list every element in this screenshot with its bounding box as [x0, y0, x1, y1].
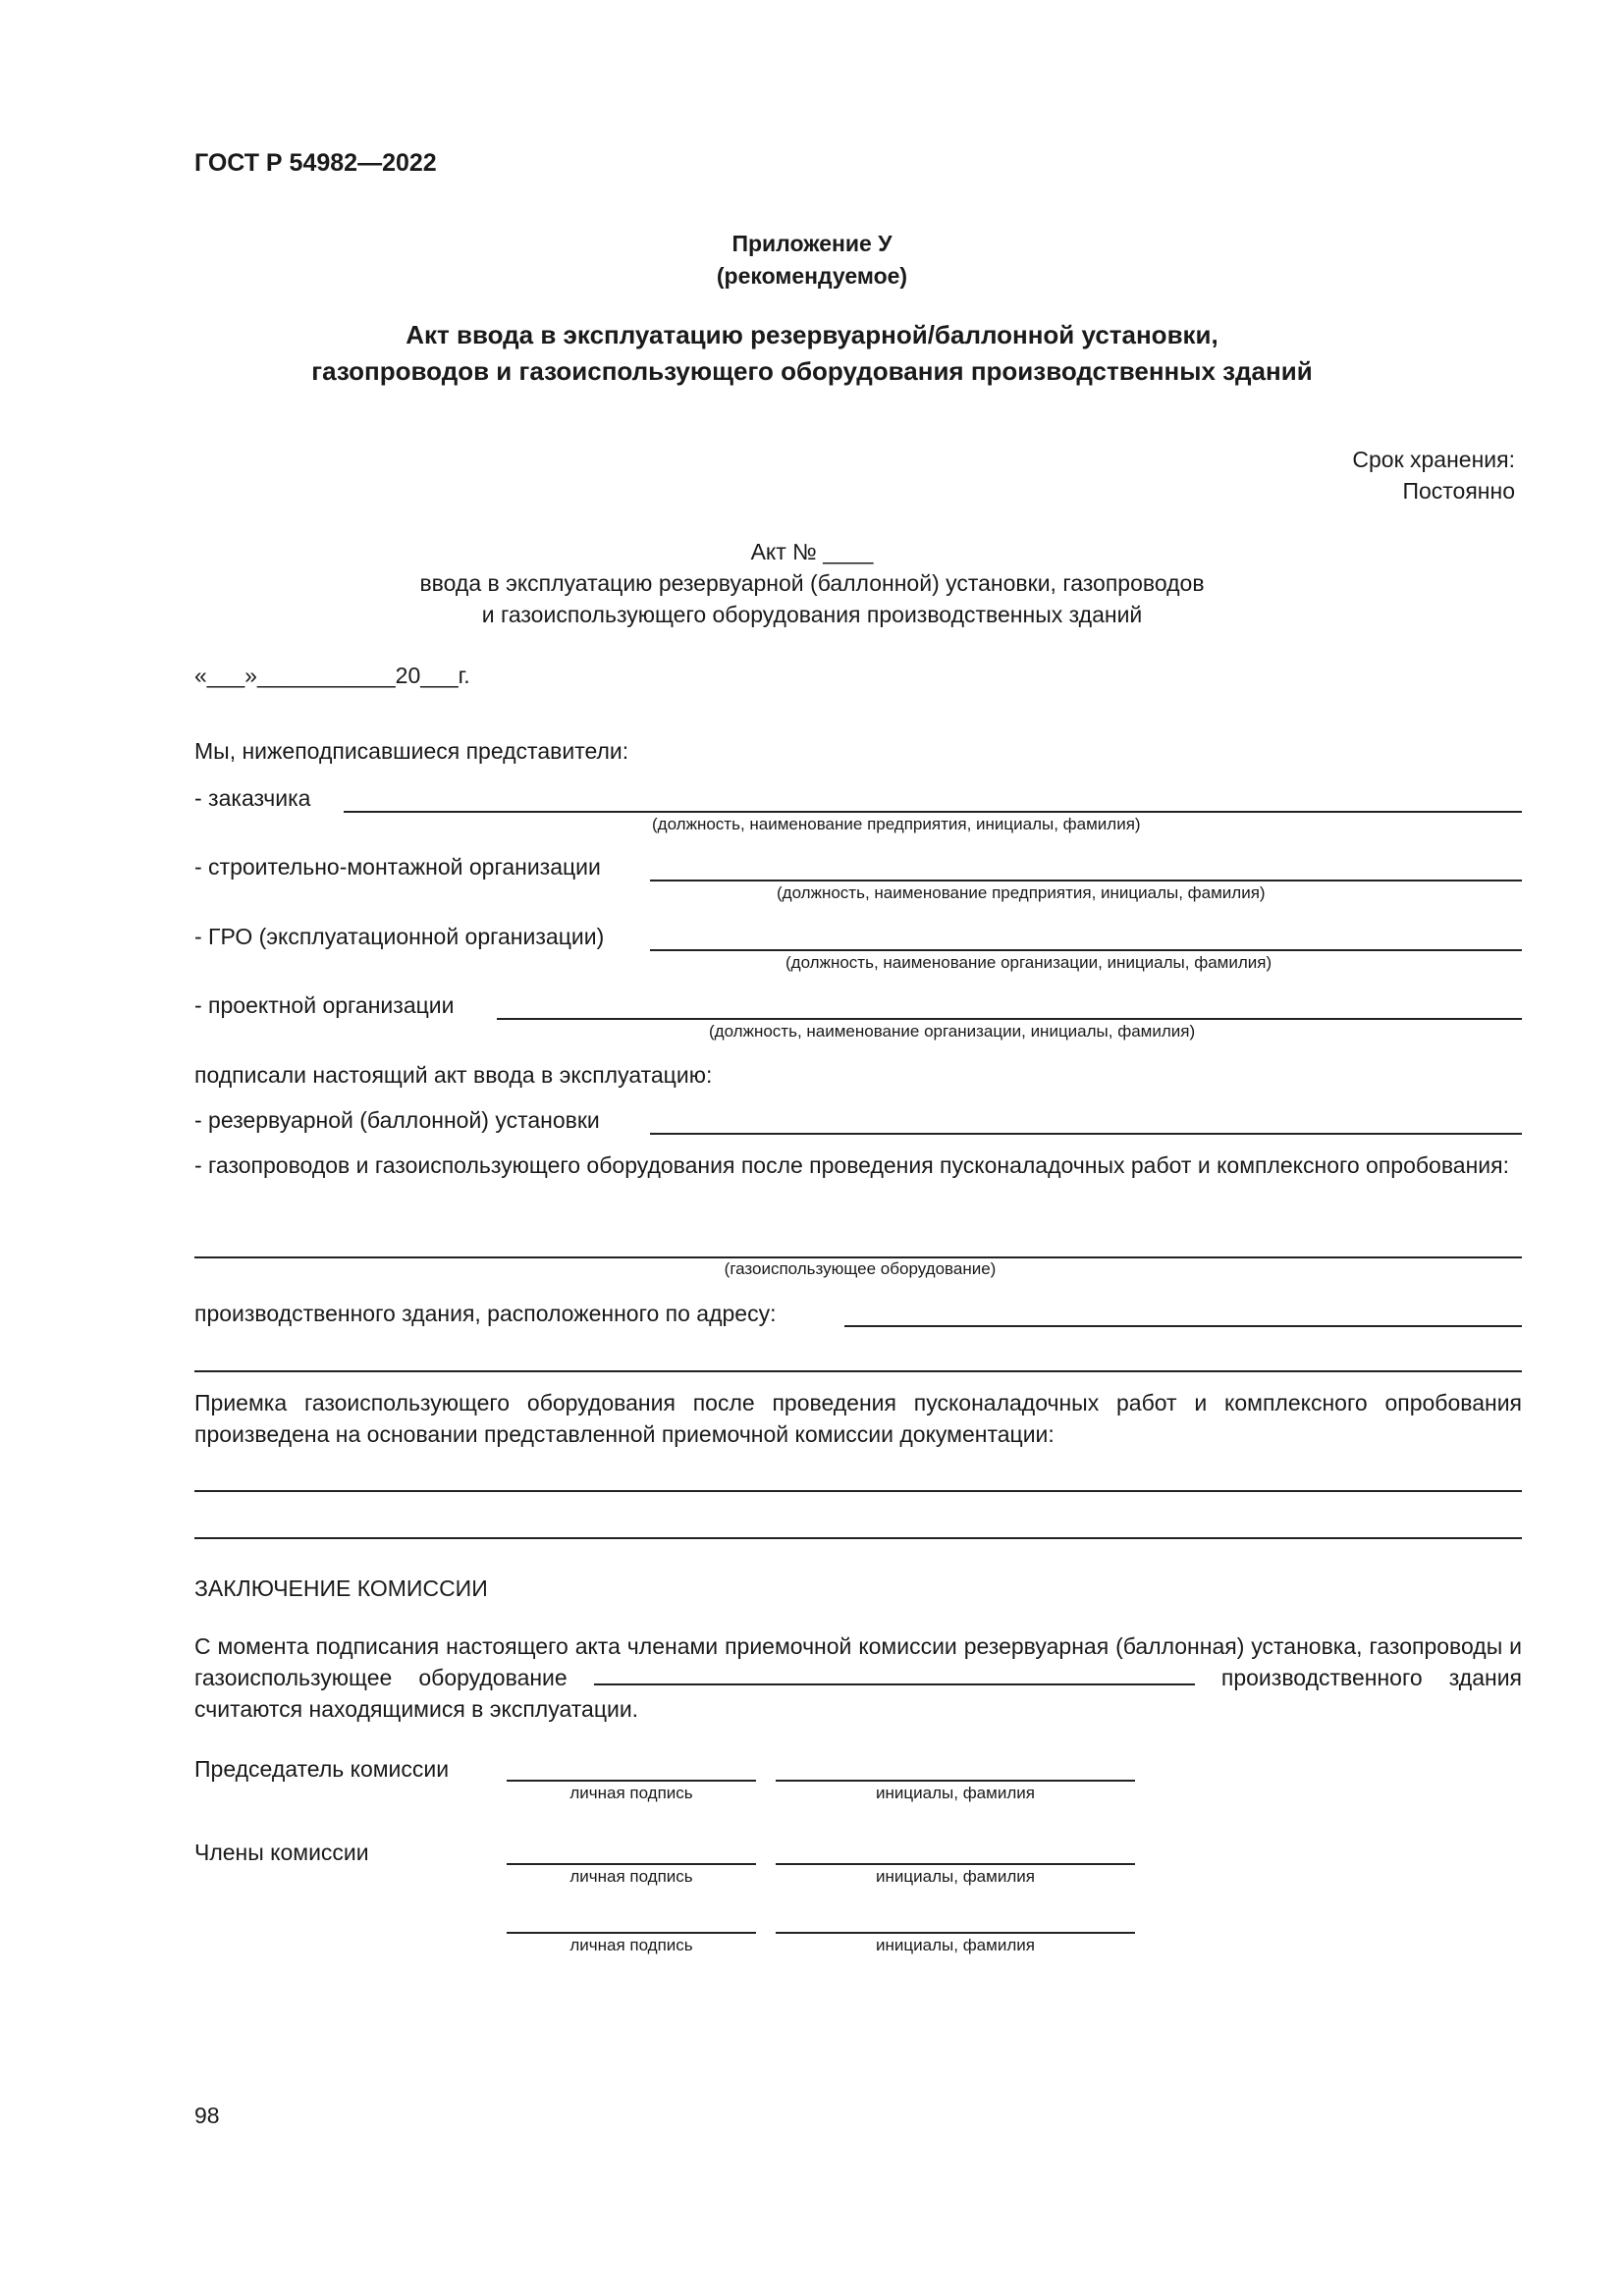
appendix-heading [0, 228, 1624, 293]
conclusion-text [194, 1630, 1522, 1725]
address-field[interactable] [844, 1325, 1522, 1327]
act-header-line3: и газоиспользующего оборудования производственных зданий [481, 602, 1143, 627]
rep-gro-label: - ГРО (эксплуатационной организации) [194, 924, 605, 949]
retention-value: Постоянно [1402, 478, 1515, 504]
act-header-line2: ввода в эксплуатацию резервуарной (баллонной) установки, газопроводов [419, 570, 1205, 596]
chairman-signature-field[interactable] [507, 1780, 756, 1782]
member1-signature-hint: личная подпись [569, 1867, 693, 1886]
document-code: ГОСТ Р 54982—2022 [194, 149, 437, 177]
form-title-line1: Акт ввода в эксплуатацию резервуарной/баллонной установки, [406, 320, 1218, 349]
rep-customer-hint: (должность, наименование предприятия, инициалы, фамилия) [652, 815, 1141, 833]
retention-block [1352, 444, 1515, 507]
form-title [0, 317, 1624, 390]
address-field-line2[interactable] [194, 1370, 1522, 1372]
page-number: 98 [194, 2103, 220, 2128]
equipment-field[interactable] [194, 1256, 1522, 1258]
chairman-label: Председатель комиссии [194, 1756, 450, 1782]
member1-name-field[interactable] [776, 1863, 1135, 1865]
rep-design-label: - проектной организации [194, 992, 455, 1018]
tank-field[interactable] [650, 1133, 1522, 1135]
chairman-name-field[interactable] [776, 1780, 1135, 1782]
conclusion-text-part2: производственного здания считаются находящимися в эксплуатации. [194, 1665, 1522, 1722]
members-label: Члены комиссии [194, 1840, 369, 1865]
member2-name-field[interactable] [776, 1932, 1135, 1934]
act-number-line: Акт № ____ [750, 539, 874, 564]
rep-customer-field[interactable] [344, 811, 1522, 813]
member2-signature-field[interactable] [507, 1932, 756, 1934]
signed-intro: подписали настоящий акт ввода в эксплуатацию: [194, 1062, 713, 1088]
rep-design-hint: (должность, наименование организации, инициалы, фамилия) [709, 1022, 1196, 1041]
rep-customer-label: - заказчика [194, 785, 311, 811]
chairman-signature-hint: личная подпись [569, 1784, 693, 1802]
appendix-subtitle: (рекомендуемое) [716, 263, 908, 289]
acceptance-text: Приемка газоиспользующего оборудования после проведения пусконаладочных работ и комплексного опробования произведена на основании представленной приемочной комиссии документации: [194, 1390, 1522, 1447]
member2-signature-hint: личная подпись [569, 1936, 693, 1954]
form-title-line2: газопроводов и газоиспользующего оборудования производственных зданий [311, 356, 1313, 386]
pipelines-text: - газопроводов и газоиспользующего оборудования после проведения пусконаладочных работ и комплексного опробования: [194, 1152, 1509, 1178]
rep-gro-field[interactable] [650, 949, 1522, 951]
equipment-hint: (газоиспользующее оборудование) [724, 1259, 997, 1278]
conclusion-heading: ЗАКЛЮЧЕНИЕ КОМИССИИ [194, 1575, 488, 1601]
tank-label: - резервуарной (баллонной) установки [194, 1107, 600, 1133]
member1-signature-field[interactable] [507, 1863, 756, 1865]
address-label: производственного здания, расположенного по адресу: [194, 1301, 777, 1326]
rep-design-field[interactable] [497, 1018, 1522, 1020]
documents-field-line1[interactable] [194, 1490, 1522, 1492]
appendix-title: Приложение У [731, 231, 893, 256]
rep-builder-hint: (должность, наименование предприятия, инициалы, фамилия) [777, 883, 1266, 902]
member1-name-hint: инициалы, фамилия [876, 1867, 1035, 1886]
rep-builder-label: - строительно-монтажной организации [194, 854, 601, 880]
member2-name-hint: инициалы, фамилия [876, 1936, 1035, 1954]
rep-builder-field[interactable] [650, 880, 1522, 881]
conclusion-equipment-field[interactable] [594, 1666, 1195, 1685]
date-line: «___»___________20___г. [194, 663, 470, 688]
conclusion-text-part1: С момента подписания настоящего акта членами приемочной комиссии резервуарная (баллонная) установка, газопроводы и газоиспользующее оборудование [194, 1633, 1522, 1690]
retention-label: Срок хранения: [1352, 447, 1515, 472]
intro-text: Мы, нижеподписавшиеся представители: [194, 738, 629, 764]
act-header [0, 536, 1624, 630]
rep-gro-hint: (должность, наименование организации, инициалы, фамилия) [785, 953, 1272, 972]
documents-field-line2[interactable] [194, 1537, 1522, 1539]
chairman-name-hint: инициалы, фамилия [876, 1784, 1035, 1802]
